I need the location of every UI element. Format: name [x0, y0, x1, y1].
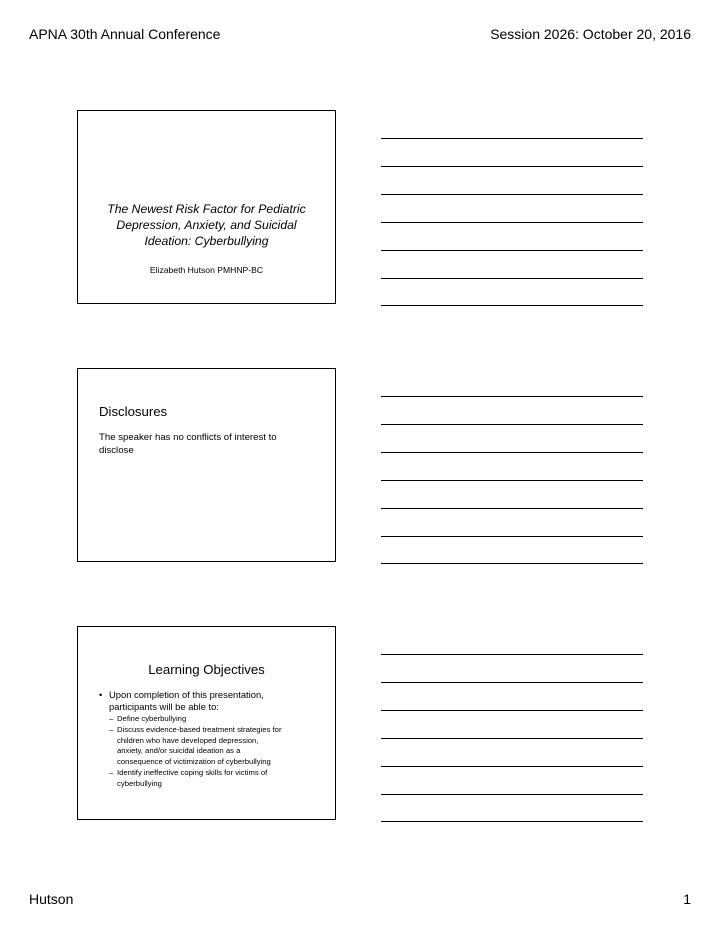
disclosure-text-line: disclose	[99, 444, 134, 456]
objectives-sublist	[99, 714, 325, 790]
note-line	[381, 424, 643, 425]
note-line	[381, 508, 643, 509]
slide-learning-objectives	[77, 626, 336, 820]
list-item	[99, 689, 325, 713]
disclosure-text-line: The speaker has no conflicts of interest to	[99, 432, 277, 443]
list-item-line: participants will be able to:	[109, 700, 219, 712]
note-line	[381, 563, 643, 564]
sub-list-item-line: anxiety, and/or suicidal ideation as a	[117, 746, 241, 756]
slide-disclosures	[77, 368, 336, 562]
slide-title	[77, 110, 336, 304]
sub-list-item-line: Discuss evidence-based treatment strategies for	[117, 725, 282, 735]
disclosure-text	[99, 432, 323, 457]
presentation-title-line: Depression, Anxiety, and Suicidal	[116, 218, 297, 232]
header-session-date: Session 2026: October 20, 2016	[490, 26, 691, 42]
sub-list-item-line: Identify ineffective coping skills for victims of	[117, 768, 268, 778]
note-line	[381, 396, 643, 397]
list-item-line: Upon completion of this presentation,	[109, 689, 264, 700]
bullet-icon: •	[99, 689, 103, 700]
note-line	[381, 166, 643, 167]
dash-icon: –	[109, 768, 114, 778]
objectives-list	[99, 689, 325, 789]
sub-list-item-line: children who have developed depression,	[117, 735, 259, 745]
sub-list-item	[109, 714, 325, 725]
presentation-title	[88, 201, 325, 249]
sub-list-item-line: Define cyberbullying	[117, 713, 187, 723]
dash-icon: –	[109, 725, 114, 735]
sub-list-item-line: consequence of victimization of cyberbullying	[117, 756, 271, 766]
note-line	[381, 194, 643, 195]
note-line	[381, 766, 643, 767]
presenter-name: Elizabeth Hutson PMHNP-BC	[149, 265, 264, 275]
note-line	[381, 222, 643, 223]
note-line	[381, 305, 643, 306]
presentation-title-line: Ideation: Cyberbullying	[144, 234, 269, 248]
note-line	[381, 794, 643, 795]
sub-list-item-line: cyberbullying	[117, 778, 162, 788]
slide-heading: Disclosures	[99, 404, 168, 419]
note-line	[381, 682, 643, 683]
header-conference-name: APNA 30th Annual Conference	[29, 26, 221, 42]
sub-list-item	[109, 768, 325, 789]
note-line	[381, 654, 643, 655]
sub-list-item	[109, 725, 325, 767]
footer-author: Hutson	[29, 891, 74, 907]
note-line	[381, 278, 643, 279]
note-line	[381, 480, 643, 481]
note-line	[381, 821, 643, 822]
page-number: 1	[683, 891, 691, 907]
dash-icon: –	[109, 713, 114, 723]
slide-heading: Learning Objectives	[148, 662, 265, 677]
note-line	[381, 536, 643, 537]
note-line	[381, 138, 643, 139]
note-line	[381, 452, 643, 453]
note-line	[381, 250, 643, 251]
note-line	[381, 738, 643, 739]
note-line	[381, 710, 643, 711]
presentation-title-line: The Newest Risk Factor for Pediatric	[107, 202, 306, 216]
